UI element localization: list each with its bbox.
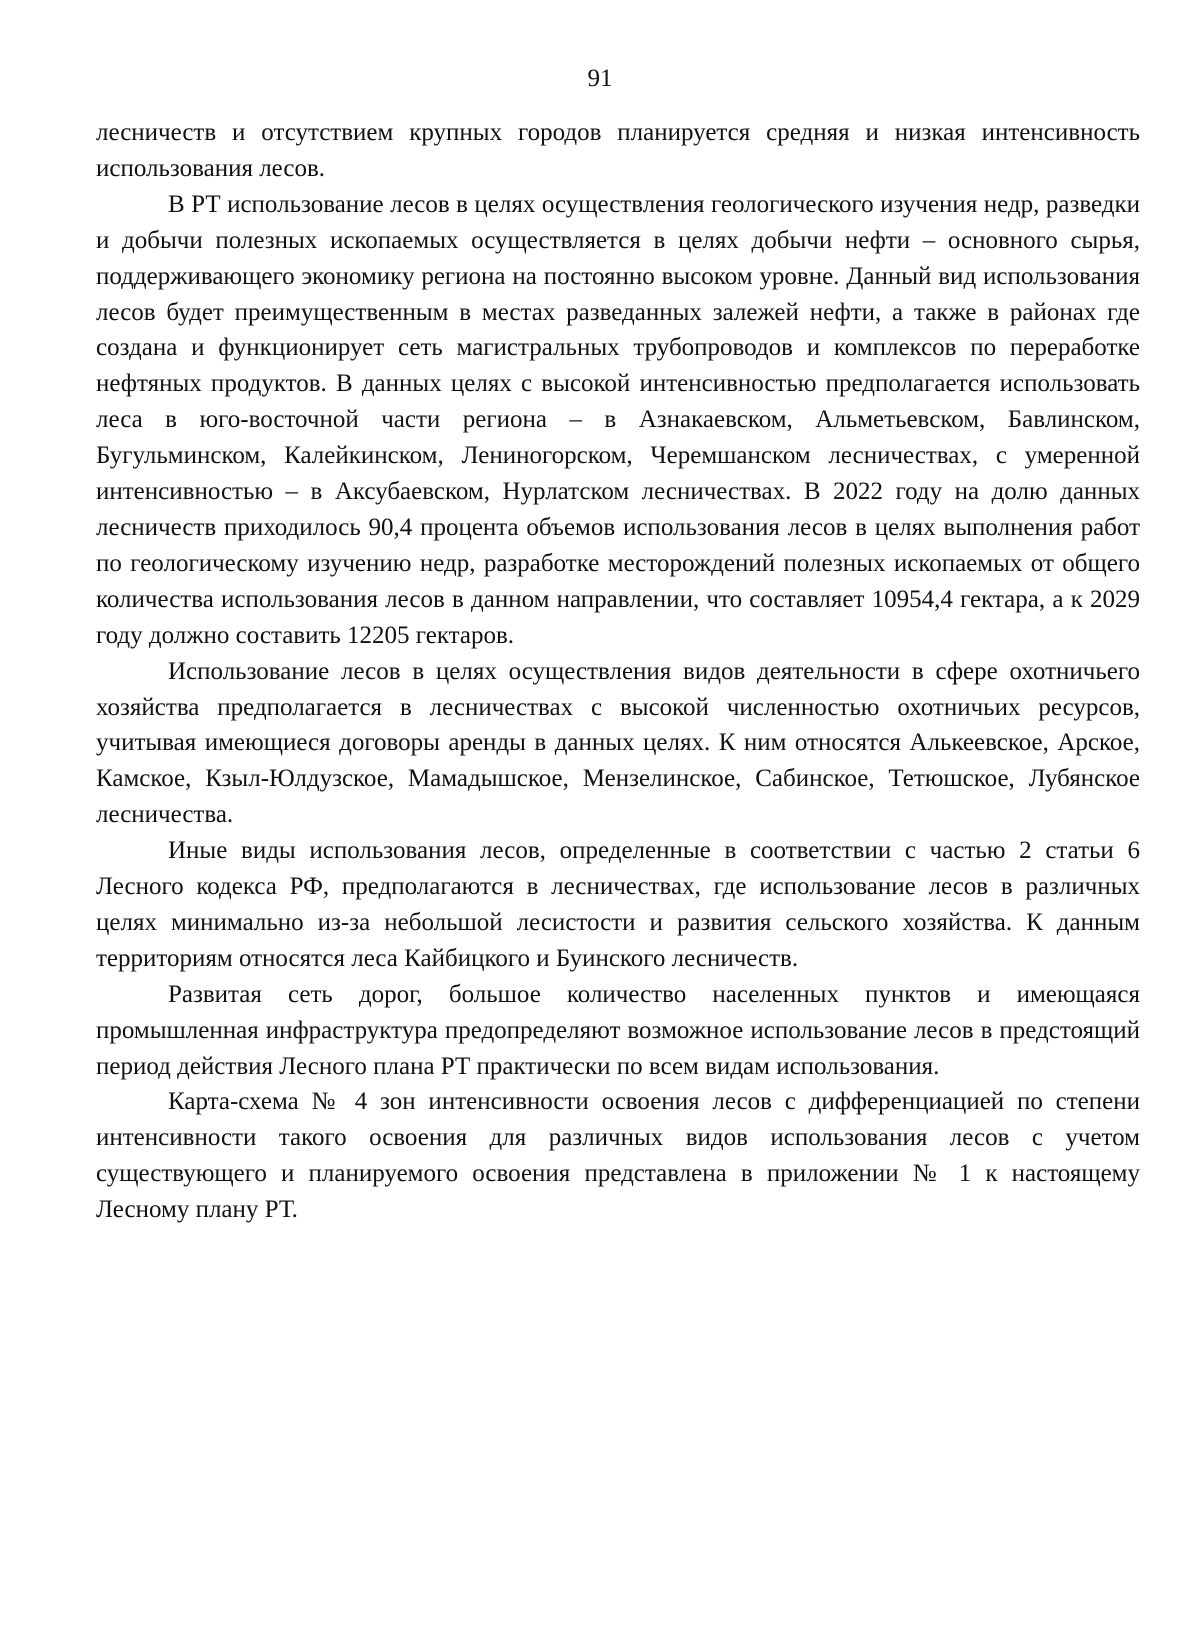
paragraph-geological-use: В РТ использование лесов в целях осуществления геологического изучения недр, разведки и добычи полезных ископаемых осуществляется в целях добычи нефти – основного сырья, поддерживающего экономику региона на постоянно высоком уровне. Данный вид использования лесов будет преимущественным в местах разведанных залежей нефти, а также в районах где создана и функционирует сеть магистральных трубопроводов и комплексов по переработке нефтяных продуктов. В данных целях с высокой интенсивностью предполагается использовать леса в юго-восточной части региона – в Азнакаевском, Альметьевском, Бавлинском, Бугульминском, Калейкинском, Лениногорском, Черемшанском лесничествах, с умеренной интенсивностью – в Аксубаевском, Нурлатском лесничествах. В 2022 году на долю данных лесничеств приходилось 90,4 процента объемов использования лесов в целях выполнения работ по геологическому изучению недр, разработке месторождений полезных ископаемых от общего количества использования лесов в данном направлении, что составляет 10954,4 гектара, а к 2029 году должно составить 12205 гектаров. (96, 190, 1140, 649)
paragraph-infrastructure: Развитая сеть дорог, большое количество населенных пунктов и имеющаяся промышленная инфраструктура предопределяют возможное использование лесов в предстоящий период действия Лесного плана РТ практически по всем видам использования. (96, 980, 1140, 1080)
paragraph-other-use: Иные виды использования лесов, определенные в соответствии с частью 2 статьи 6 Лесного кодекса РФ, предполагаются в лесничествах, где использование лесов в различных целях минимально из-за небольшой лесистости и развития сельского хозяйства. К данным территориям относятся леса Кайбицкого и Буинского лесничеств. (96, 837, 1140, 972)
paragraph-continuation: лесничеств и отсутствием крупных городов планируется средняя и низкая интенсивность использования лесов. (96, 119, 1140, 182)
document-body (96, 115, 1140, 1228)
paragraph-map-scheme: Карта-схема № 4 зон интенсивности освоения лесов с дифференциацией по степени интенсивности такого освоения для различных видов использования лесов с учетом существующего и планируемого освоения представлена в приложении № 1 к настоящему Лесному плану РТ. (96, 1088, 1140, 1224)
paragraph-hunting-use: Использование лесов в целях осуществления видов деятельности в сфере охотничьего хозяйства предполагается в лесничествах с высокой численностью охотничьих ресурсов, учитывая имеющиеся договоры аренды в данных целях. К ним относятся Алькеевское, Арское, Камское, Кзыл-Юлдузское, Мамадышское, Мензелинское, Сабинское, Тетюшское, Лубянское лесничества. (96, 657, 1140, 829)
page-number: 91 (587, 65, 613, 92)
